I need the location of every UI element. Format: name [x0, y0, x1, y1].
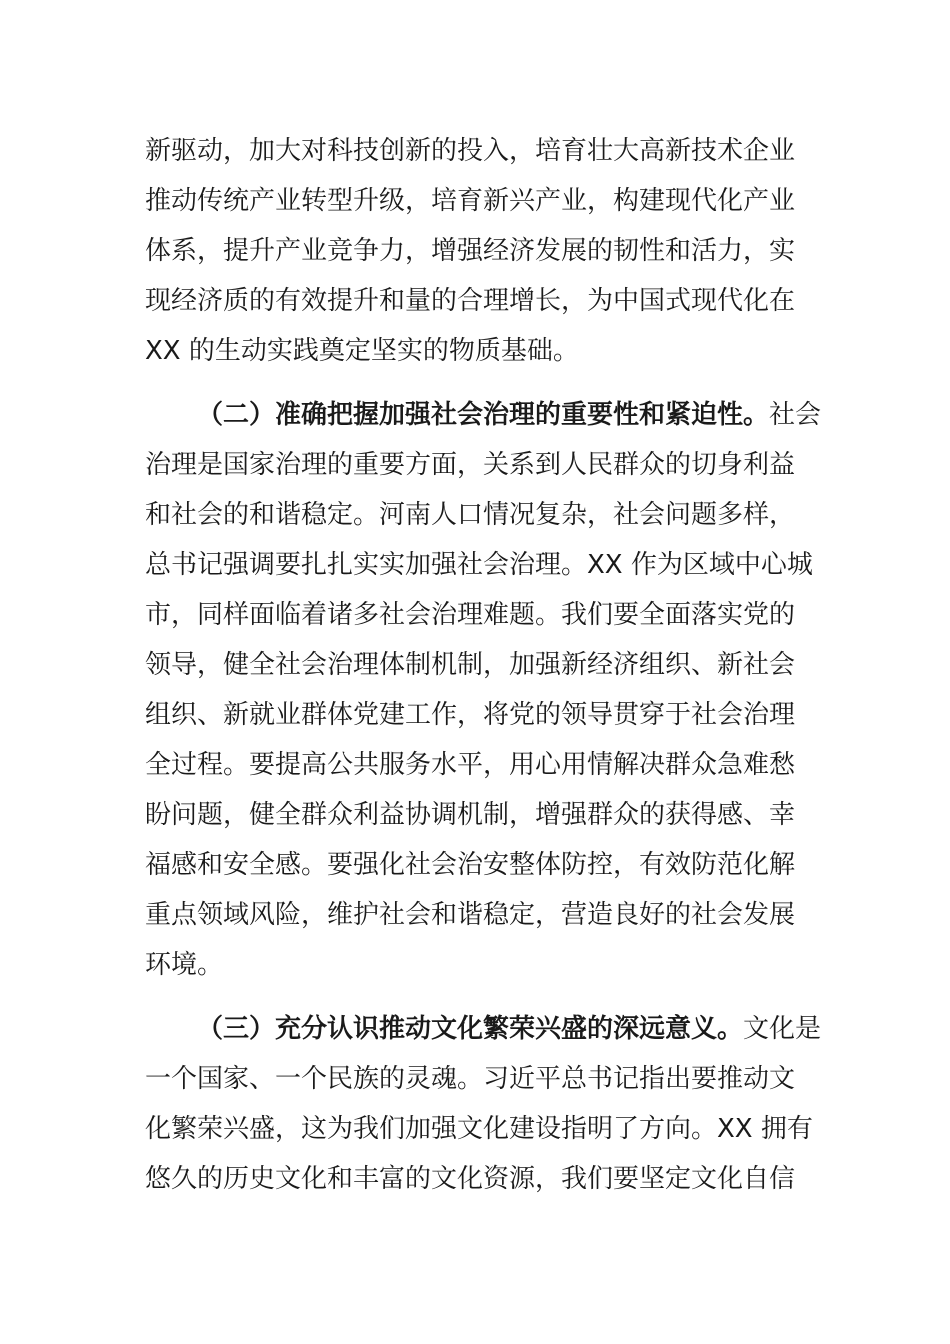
text-line: 盼问题，健全群众利益协调机制，增强群众的获得感、幸	[145, 800, 796, 830]
text-line: 现经济质的有效提升和量的合理增长，为中国式现代化在	[145, 286, 796, 316]
text-line: 总书记强调要扎扎实实加强社会治理。XX 作为区域中心城	[145, 550, 813, 580]
section-heading: （三）充分认识推动文化繁荣兴盛的深远意义。	[197, 1014, 744, 1044]
text-line: 领导，健全社会治理体制机制，加强新经济组织、新社会	[145, 650, 796, 680]
text-line: 治理是国家治理的重要方面，关系到人民群众的切身利益	[145, 450, 796, 480]
text-line: XX 的生动实践奠定坚实的物质基础。	[145, 336, 579, 366]
text-line: 和社会的和谐稳定。河南人口情况复杂，社会问题多样，	[145, 500, 796, 530]
text-line: 新驱动，加大对科技创新的投入，培育壮大高新技术企业	[145, 136, 796, 166]
text-line: 市，同样面临着诸多社会治理难题。我们要全面落实党的	[145, 600, 796, 630]
text-line: 全过程。要提高公共服务水平，用心用情解决群众急难愁	[145, 750, 796, 780]
text-line: 一个国家、一个民族的灵魂。习近平总书记指出要推动文	[145, 1064, 796, 1094]
text-line: 福感和安全感。要强化社会治安整体防控，有效防范化解	[145, 850, 796, 880]
paragraph-economy-continuation	[145, 126, 807, 376]
text-line: 推动传统产业转型升级，培育新兴产业，构建现代化产业	[145, 186, 796, 216]
text-line: 体系，提升产业竞争力，增强经济发展的韧性和活力，实	[145, 236, 796, 266]
text-line: 组织、新就业群体党建工作，将党的领导贯穿于社会治理	[145, 700, 796, 730]
text-line	[145, 1004, 822, 1054]
section-heading: （二）准确把握加强社会治理的重要性和紧迫性。	[197, 400, 770, 430]
text-line: 悠久的历史文化和丰富的文化资源，我们要坚定文化自信	[145, 1164, 796, 1194]
text-line: 化繁荣兴盛，这为我们加强文化建设指明了方向。XX 拥有	[145, 1114, 813, 1144]
text-line: 重点领域风险，维护社会和谐稳定，营造良好的社会发展	[145, 900, 796, 930]
text-run: 文化是	[743, 1014, 822, 1044]
paragraph-culture	[145, 1004, 822, 1204]
document-page	[145, 126, 822, 1204]
text-line: 环境。	[145, 950, 224, 980]
text-run: 社会	[769, 400, 822, 430]
text-line	[145, 390, 822, 440]
paragraph-social-governance	[145, 390, 822, 990]
